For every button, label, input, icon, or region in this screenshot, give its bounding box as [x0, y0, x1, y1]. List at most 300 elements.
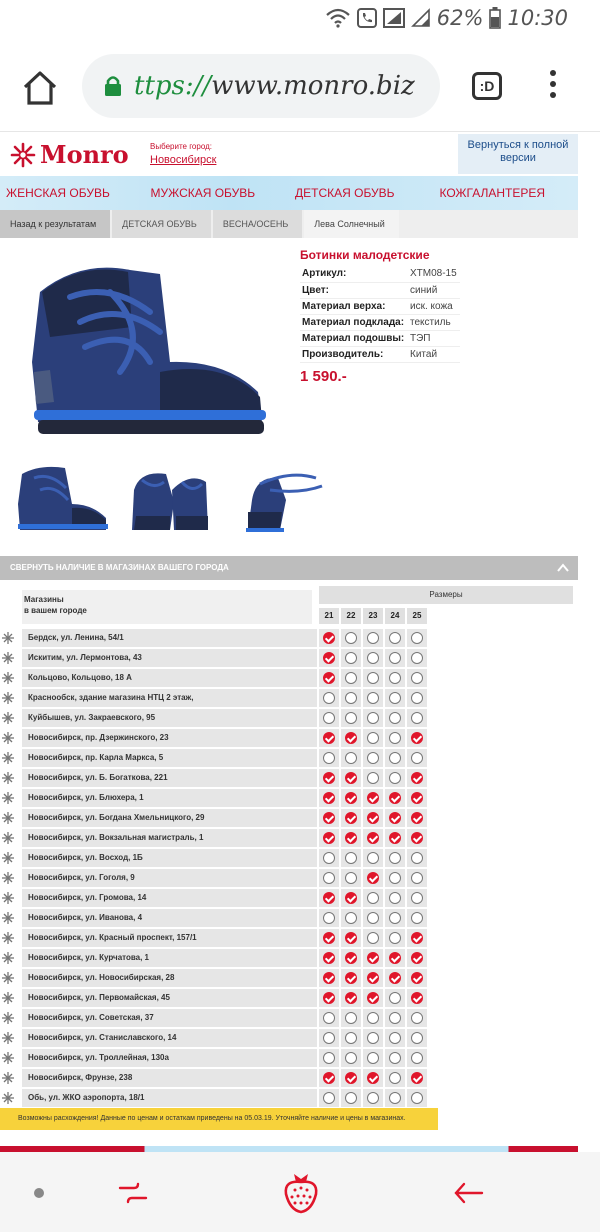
stores-column-header	[22, 590, 312, 624]
snowflake-icon[interactable]	[1, 851, 15, 865]
store-row	[0, 648, 578, 668]
availability-cell	[341, 749, 361, 767]
product-title: Ботинки малодетские	[300, 248, 430, 262]
full-version-link[interactable]: Вернуться к полной версии	[458, 134, 578, 174]
in-stock-check-icon	[345, 992, 357, 1004]
home-icon[interactable]	[20, 68, 60, 108]
store-row	[0, 908, 578, 928]
in-stock-check-icon	[323, 1072, 335, 1084]
snowflake-icon[interactable]	[1, 671, 15, 685]
availability-cell	[385, 909, 405, 927]
out-of-stock-circle-icon	[367, 932, 379, 944]
out-of-stock-circle-icon	[389, 712, 401, 724]
availability-cell	[407, 829, 427, 847]
out-of-stock-circle-icon	[345, 632, 357, 644]
spec-value: иск. кожа	[408, 298, 460, 314]
availability-cell	[341, 1029, 361, 1047]
availability-cell	[385, 809, 405, 827]
store-row	[0, 1088, 578, 1108]
in-stock-check-icon	[367, 832, 379, 844]
availability-cell	[341, 789, 361, 807]
availability-cell	[407, 749, 427, 767]
snowflake-icon[interactable]	[1, 1031, 15, 1045]
availability-cell	[363, 1089, 383, 1107]
availability-cell	[363, 869, 383, 887]
website	[0, 132, 578, 548]
back-icon[interactable]	[452, 1178, 486, 1208]
availability-cell	[363, 649, 383, 667]
in-stock-check-icon	[389, 792, 401, 804]
out-of-stock-circle-icon	[389, 672, 401, 684]
in-stock-check-icon	[367, 992, 379, 1004]
url-host: www.monro.biz	[211, 71, 415, 101]
in-stock-check-icon	[323, 652, 335, 664]
store-row	[0, 988, 578, 1008]
out-of-stock-circle-icon	[389, 732, 401, 744]
store-availability-cells	[319, 969, 427, 987]
snowflake-icon[interactable]	[1, 1091, 15, 1105]
snowflake-icon[interactable]	[1, 1051, 15, 1065]
store-row	[0, 1048, 578, 1068]
availability-cell	[407, 729, 427, 747]
store-name[interactable]: Новосибирск, ул. Курчатова, 1	[22, 949, 317, 967]
store-row	[0, 808, 578, 828]
store-availability-cells	[319, 709, 427, 727]
availability-cell	[319, 789, 339, 807]
out-of-stock-circle-icon	[323, 1052, 335, 1064]
out-of-stock-circle-icon	[367, 1032, 379, 1044]
signal-icon	[383, 8, 405, 28]
out-of-stock-circle-icon	[411, 712, 423, 724]
out-of-stock-circle-icon	[411, 672, 423, 684]
availability-cell	[407, 849, 427, 867]
browser-toolbar	[0, 40, 600, 132]
in-stock-check-icon	[345, 932, 357, 944]
out-of-stock-circle-icon	[367, 692, 379, 704]
in-stock-check-icon	[411, 832, 423, 844]
snowflake-icon[interactable]	[1, 971, 15, 985]
in-stock-check-icon	[323, 952, 335, 964]
breadcrumb-back[interactable]: Назад к результатам	[0, 210, 110, 238]
nav-women[interactable]: ЖЕНСКАЯ ОБУВЬ	[6, 186, 110, 200]
store-row	[0, 968, 578, 988]
address-bar[interactable]	[82, 54, 440, 118]
out-of-stock-circle-icon	[411, 652, 423, 664]
in-stock-check-icon	[411, 812, 423, 824]
store-row	[0, 628, 578, 648]
in-stock-check-icon	[411, 1072, 423, 1084]
stores-label-2: в вашем городе	[24, 606, 87, 615]
store-name[interactable]: Новосибирск, ул. Громова, 14	[22, 889, 317, 907]
store-row	[0, 1008, 578, 1028]
spec-row	[300, 330, 460, 346]
store-name[interactable]: Искитим, ул. Лермонтова, 43	[22, 649, 317, 667]
store-name[interactable]: Новосибирск, ул. Советская, 37	[22, 1009, 317, 1027]
size-columns	[319, 608, 427, 624]
store-name[interactable]: Новосибирск, ул. Красный проспект, 157/1	[22, 929, 317, 947]
spec-value: текстиль	[408, 314, 460, 330]
in-stock-check-icon	[323, 932, 335, 944]
availability-cell	[341, 649, 361, 667]
store-name[interactable]: Новосибирск, ул. Богдана Хмельницкого, 29	[22, 809, 317, 827]
store-row	[0, 868, 578, 888]
out-of-stock-circle-icon	[367, 752, 379, 764]
availability-cell	[319, 949, 339, 967]
availability-cell	[341, 949, 361, 967]
store-name[interactable]: Новосибирск, ул. Блюхера, 1	[22, 789, 317, 807]
snowflake-icon[interactable]	[1, 771, 15, 785]
snowflake-icon[interactable]	[1, 731, 15, 745]
store-name[interactable]: Новосибирск, Фрунзе, 238	[22, 1069, 317, 1087]
store-row	[0, 888, 578, 908]
availability-toggle[interactable]	[0, 556, 578, 580]
snowflake-icon[interactable]	[1, 831, 15, 845]
store-row	[0, 1068, 578, 1088]
snowflake-icon[interactable]	[1, 711, 15, 725]
availability-cell	[407, 709, 427, 727]
availability-cell	[407, 769, 427, 787]
availability-cell	[363, 1009, 383, 1027]
lock-icon	[104, 75, 122, 97]
out-of-stock-circle-icon	[389, 1052, 401, 1064]
store-row	[0, 848, 578, 868]
product-specs	[300, 266, 460, 363]
store-name[interactable]: Новосибирск, ул. Восход, 1Б	[22, 849, 317, 867]
snowflake-icon[interactable]	[1, 1011, 15, 1025]
thumbnail-3[interactable]	[230, 460, 332, 538]
wifi-call-icon	[325, 7, 351, 29]
out-of-stock-circle-icon	[411, 872, 423, 884]
availability-cell	[341, 729, 361, 747]
availability-cell	[341, 629, 361, 647]
availability-cell	[319, 809, 339, 827]
breadcrumb-brand[interactable]: Лева Солнечный	[304, 210, 399, 238]
in-stock-check-icon	[323, 672, 335, 684]
availability-cell	[363, 929, 383, 947]
out-of-stock-circle-icon	[323, 692, 335, 704]
out-of-stock-circle-icon	[323, 912, 335, 924]
store-row	[0, 688, 578, 708]
store-availability-cells	[319, 1089, 427, 1107]
store-availability-cells	[319, 809, 427, 827]
availability-table-header	[0, 586, 578, 626]
discrepancy-notice: Возможны расхождения! Данные по ценам и остаткам приведены на 05.03.19. Уточняйте наличие и цены в магазинах.	[0, 1108, 438, 1130]
out-of-stock-circle-icon	[411, 692, 423, 704]
overflow-menu-icon[interactable]	[548, 70, 558, 104]
in-stock-check-icon	[367, 872, 379, 884]
store-name[interactable]: Новосибирск, пр. Карла Маркса, 5	[22, 749, 317, 767]
stores-label-1: Магазины	[24, 595, 64, 604]
store-availability-cells	[319, 629, 427, 647]
in-stock-check-icon	[345, 812, 357, 824]
out-of-stock-circle-icon	[345, 852, 357, 864]
breadcrumb-kids[interactable]: ДЕТСКАЯ ОБУВЬ	[112, 210, 211, 238]
store-name[interactable]: Новосибирск, пр. Дзержинского, 23	[22, 729, 317, 747]
battery-percent: 62%	[436, 6, 484, 30]
out-of-stock-circle-icon	[389, 1012, 401, 1024]
site-header	[0, 132, 578, 176]
spec-row	[300, 282, 460, 298]
availability-cell	[319, 849, 339, 867]
breadcrumb	[0, 210, 578, 238]
availability-toggle-label: СВЕРНУТЬ НАЛИЧИЕ В МАГАЗИНАХ ВАШЕГО ГОРОДА	[10, 563, 229, 572]
store-name[interactable]: Новосибирск, ул. Гоголя, 9	[22, 869, 317, 887]
availability-cell	[385, 849, 405, 867]
phone-icon	[357, 8, 377, 28]
nav-kids[interactable]: ДЕТСКАЯ ОБУВЬ	[295, 186, 395, 200]
availability-cell	[363, 949, 383, 967]
out-of-stock-circle-icon	[367, 632, 379, 644]
out-of-stock-circle-icon	[367, 1052, 379, 1064]
store-name[interactable]: Кольцово, Кольцово, 18 А	[22, 669, 317, 687]
availability-cell	[407, 909, 427, 927]
snowflake-icon[interactable]	[1, 1071, 15, 1085]
in-stock-check-icon	[411, 772, 423, 784]
availability-cell	[319, 1049, 339, 1067]
status-icons	[325, 6, 568, 30]
availability-cell	[363, 969, 383, 987]
snowflake-icon[interactable]	[1, 891, 15, 905]
store-availability-cells	[319, 929, 427, 947]
store-name[interactable]: Новосибирск, ул. Первомайская, 45	[22, 989, 317, 1007]
spec-row	[300, 298, 460, 314]
availability-cell	[385, 949, 405, 967]
in-stock-check-icon	[389, 812, 401, 824]
availability-cell	[385, 1009, 405, 1027]
spec-value: XTM08-15	[408, 266, 460, 282]
spec-key: Артикул:	[300, 266, 408, 282]
availability-cell	[407, 1009, 427, 1027]
strawberry-home-icon[interactable]	[282, 1170, 320, 1214]
size-column-header: 25	[407, 608, 427, 624]
spec-key: Производитель:	[300, 346, 408, 362]
out-of-stock-circle-icon	[367, 1012, 379, 1024]
availability-cell	[341, 869, 361, 887]
store-row	[0, 928, 578, 948]
availability-cell	[363, 1049, 383, 1067]
availability-cell	[407, 1029, 427, 1047]
spec-value: ТЭП	[408, 330, 460, 346]
thumbnail-strip	[10, 460, 332, 538]
store-list	[0, 628, 578, 1108]
store-row	[0, 668, 578, 688]
system-nav-bar	[0, 1152, 600, 1232]
product-photo[interactable]	[10, 252, 278, 452]
store-availability-cells	[319, 889, 427, 907]
in-stock-check-icon	[389, 952, 401, 964]
availability-cell	[363, 629, 383, 647]
snowflake-icon[interactable]	[1, 911, 15, 925]
store-availability-cells	[319, 869, 427, 887]
out-of-stock-circle-icon	[345, 872, 357, 884]
availability-cell	[341, 809, 361, 827]
out-of-stock-circle-icon	[323, 752, 335, 764]
spec-key: Материал верха:	[300, 298, 408, 314]
snowflake-icon[interactable]	[1, 951, 15, 965]
out-of-stock-circle-icon	[345, 1092, 357, 1104]
breadcrumb-season[interactable]: ВЕСНА/ОСЕНЬ	[213, 210, 302, 238]
logo[interactable]	[10, 140, 129, 169]
out-of-stock-circle-icon	[411, 1032, 423, 1044]
in-stock-check-icon	[345, 792, 357, 804]
out-of-stock-circle-icon	[411, 852, 423, 864]
out-of-stock-circle-icon	[323, 1032, 335, 1044]
store-availability-cells	[319, 749, 427, 767]
out-of-stock-circle-icon	[389, 932, 401, 944]
snowflake-icon[interactable]	[1, 651, 15, 665]
store-name[interactable]: Новосибирск, ул. Станиславского, 14	[22, 1029, 317, 1047]
snowflake-icon[interactable]	[1, 931, 15, 945]
store-name[interactable]: Краснообск, здание магазина НТЦ 2 этаж,	[22, 689, 317, 707]
in-stock-check-icon	[367, 952, 379, 964]
snowflake-icon[interactable]	[1, 751, 15, 765]
snowflake-icon[interactable]	[1, 791, 15, 805]
snowflake-icon[interactable]	[1, 631, 15, 645]
out-of-stock-circle-icon	[411, 632, 423, 644]
availability-cell	[363, 809, 383, 827]
in-stock-check-icon	[411, 992, 423, 1004]
spec-key: Цвет:	[300, 282, 408, 298]
availability-cell	[341, 929, 361, 947]
availability-cell	[385, 1049, 405, 1067]
out-of-stock-circle-icon	[345, 652, 357, 664]
availability-cell	[341, 689, 361, 707]
city-label: Выберите город:	[150, 142, 212, 151]
snowflake-icon[interactable]	[1, 811, 15, 825]
availability-cell	[385, 989, 405, 1007]
availability-cell	[385, 729, 405, 747]
spec-row	[300, 266, 460, 282]
store-availability-cells	[319, 789, 427, 807]
out-of-stock-circle-icon	[345, 752, 357, 764]
availability-cell	[385, 1029, 405, 1047]
dot-icon[interactable]	[34, 1188, 44, 1198]
out-of-stock-circle-icon	[389, 872, 401, 884]
availability-cell	[385, 789, 405, 807]
availability-cell	[407, 1049, 427, 1067]
in-stock-check-icon	[345, 952, 357, 964]
in-stock-check-icon	[323, 832, 335, 844]
tabs-button[interactable]: :D	[472, 72, 502, 100]
store-availability-cells	[319, 909, 427, 927]
out-of-stock-circle-icon	[389, 632, 401, 644]
availability-cell	[385, 1069, 405, 1087]
availability-cell	[319, 649, 339, 667]
availability-cell	[385, 969, 405, 987]
availability-cell	[363, 669, 383, 687]
availability-cell	[407, 969, 427, 987]
availability-cell	[363, 729, 383, 747]
nav-leather[interactable]: КОЖГАЛАНТЕРЕЯ	[439, 186, 546, 200]
out-of-stock-circle-icon	[367, 672, 379, 684]
availability-cell	[341, 1069, 361, 1087]
store-name[interactable]: Обь, ул. ЖКО аэропорта, 18/1	[22, 1089, 317, 1107]
out-of-stock-circle-icon	[411, 1052, 423, 1064]
store-name[interactable]: Куйбышев, ул. Закраевского, 95	[22, 709, 317, 727]
availability-cell	[363, 829, 383, 847]
in-stock-check-icon	[389, 972, 401, 984]
url-scheme: ttps://	[134, 71, 212, 101]
spec-value: синий	[408, 282, 460, 298]
availability-cell	[407, 889, 427, 907]
out-of-stock-circle-icon	[345, 712, 357, 724]
store-name[interactable]: Новосибирск, ул. Б. Богаткова, 221	[22, 769, 317, 787]
snowflake-icon[interactable]	[1, 691, 15, 705]
size-column-header: 23	[363, 608, 383, 624]
signal-bars-icon	[411, 8, 431, 28]
store-name[interactable]: Новосибирск, ул. Новосибирская, 28	[22, 969, 317, 987]
availability-cell	[319, 889, 339, 907]
store-availability-cells	[319, 829, 427, 847]
thumbnail-2[interactable]	[120, 460, 222, 538]
store-name[interactable]: Бердск, ул. Ленина, 54/1	[22, 629, 317, 647]
store-availability-cells	[319, 1069, 427, 1087]
product-price: 1 590.-	[300, 368, 347, 385]
out-of-stock-circle-icon	[345, 912, 357, 924]
availability-cell	[407, 649, 427, 667]
availability-cell	[407, 1089, 427, 1107]
in-stock-check-icon	[345, 732, 357, 744]
in-stock-check-icon	[411, 932, 423, 944]
availability-cell	[341, 909, 361, 927]
store-name[interactable]: Новосибирск, ул. Троллейная, 130а	[22, 1049, 317, 1067]
store-availability-cells	[319, 769, 427, 787]
availability-cell	[363, 1069, 383, 1087]
store-availability-cells	[319, 1049, 427, 1067]
in-stock-check-icon	[367, 1072, 379, 1084]
thumbnail-1[interactable]	[10, 460, 112, 538]
availability-cell	[319, 829, 339, 847]
availability-cell	[363, 889, 383, 907]
product-section	[0, 238, 578, 548]
in-stock-check-icon	[367, 972, 379, 984]
availability-cell	[319, 769, 339, 787]
in-stock-check-icon	[323, 632, 335, 644]
out-of-stock-circle-icon	[389, 852, 401, 864]
store-name[interactable]: Новосибирск, ул. Иванова, 4	[22, 909, 317, 927]
in-stock-check-icon	[323, 772, 335, 784]
store-name[interactable]: Новосибирск, ул. Вокзальная магистраль, 1	[22, 829, 317, 847]
size-column-header: 24	[385, 608, 405, 624]
availability-cell	[407, 869, 427, 887]
spec-row	[300, 314, 460, 330]
out-of-stock-circle-icon	[345, 1032, 357, 1044]
spec-row	[300, 346, 460, 362]
in-stock-check-icon	[411, 732, 423, 744]
availability-cell	[385, 709, 405, 727]
out-of-stock-circle-icon	[389, 892, 401, 904]
monro-flower-icon	[10, 142, 36, 168]
out-of-stock-circle-icon	[411, 752, 423, 764]
city-selector-link[interactable]: Новосибирск	[150, 154, 217, 166]
out-of-stock-circle-icon	[367, 1092, 379, 1104]
snowflake-icon[interactable]	[1, 991, 15, 1005]
availability-cell	[341, 849, 361, 867]
availability-cell	[407, 949, 427, 967]
recent-apps-icon[interactable]	[116, 1178, 150, 1208]
availability-cell	[407, 1069, 427, 1087]
nav-men[interactable]: МУЖСКАЯ ОБУВЬ	[150, 186, 256, 200]
store-availability-cells	[319, 1029, 427, 1047]
snowflake-icon[interactable]	[1, 871, 15, 885]
out-of-stock-circle-icon	[323, 852, 335, 864]
availability-cell	[363, 909, 383, 927]
availability-cell	[319, 689, 339, 707]
sizes-header: Размеры	[319, 586, 573, 604]
availability-cell	[407, 929, 427, 947]
in-stock-check-icon	[389, 832, 401, 844]
availability-cell	[385, 689, 405, 707]
